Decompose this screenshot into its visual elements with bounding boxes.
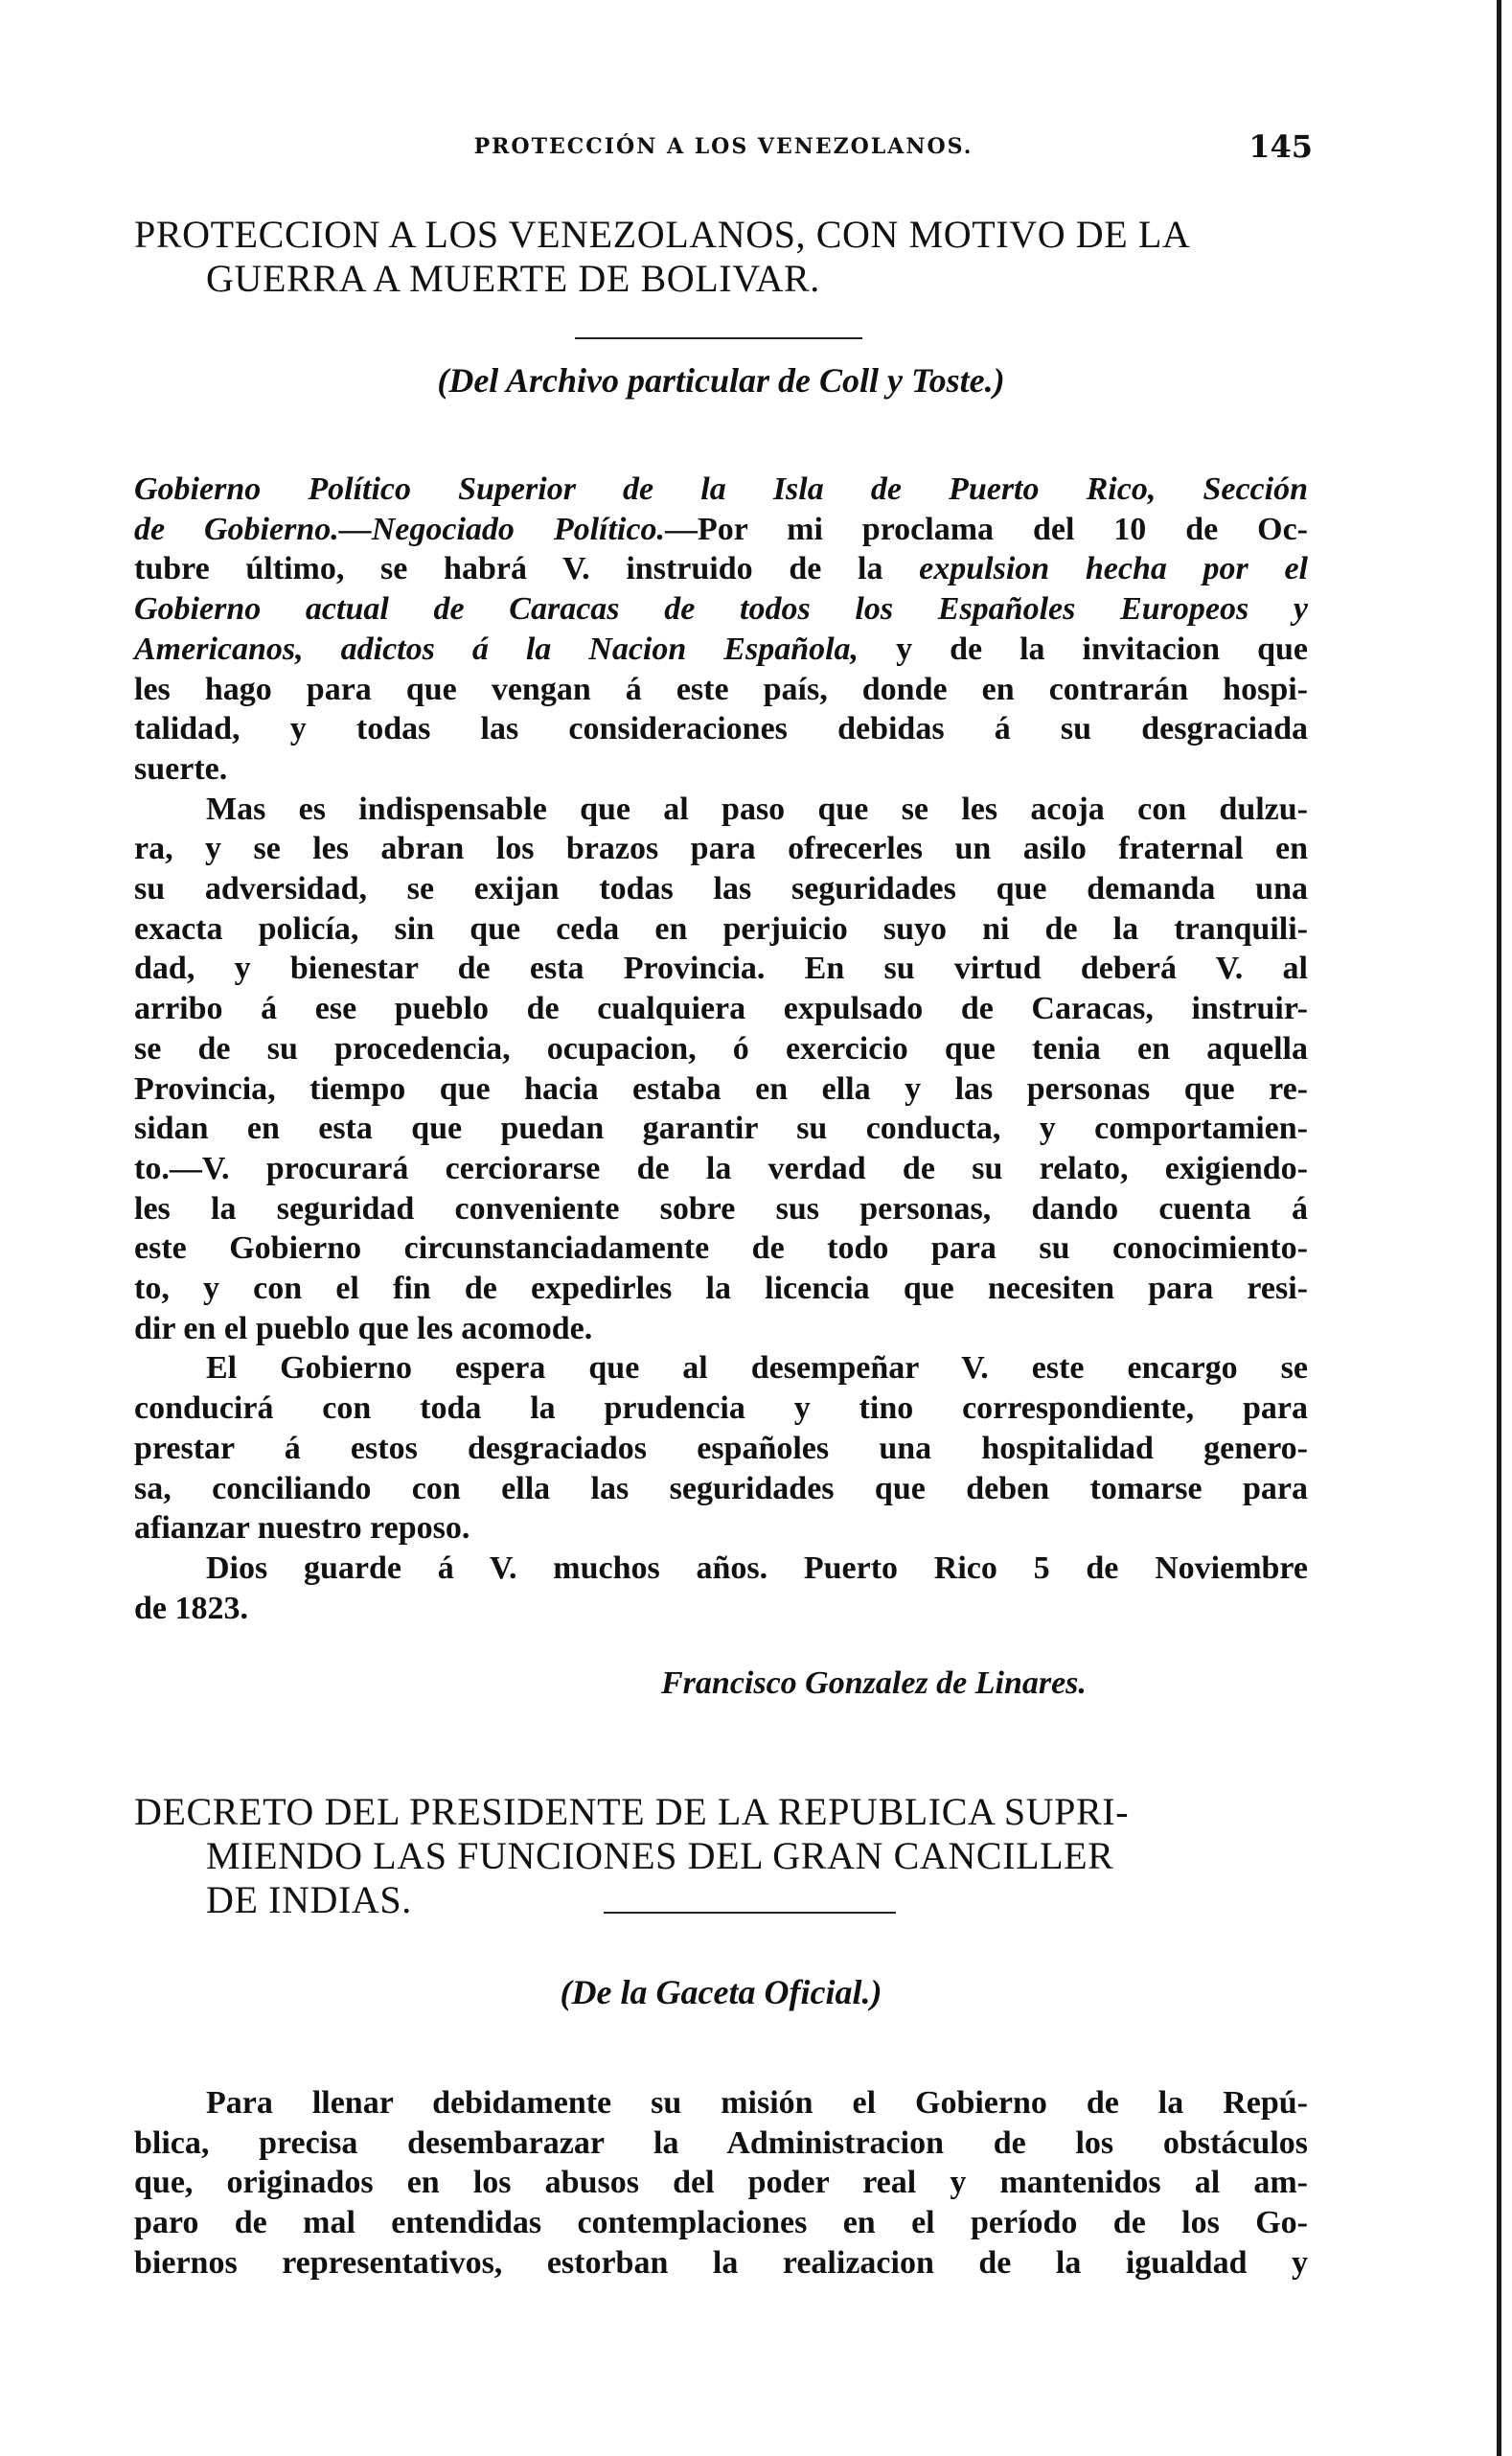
body-line-italic: expulsion hecha por el bbox=[919, 551, 1308, 587]
body-line: su adversidad, se exijan todas las seguridades que demanda una bbox=[134, 871, 1308, 907]
running-head: PROTECCIÓN A LOS VENEZOLANOS. bbox=[473, 134, 974, 159]
signature: Francisco Gonzalez de Linares. bbox=[661, 1665, 1087, 1701]
body-line-text: —Por mi proclama del 10 de Oc- bbox=[664, 511, 1308, 547]
body-line: que, originados en los abusos del poder real y mantenidos al am- bbox=[134, 2165, 1308, 2201]
body-line: Mas es indispensable que al paso que se les acoja con dulzu- bbox=[206, 791, 1308, 827]
body-line-text: y de la invitacion que bbox=[859, 631, 1308, 667]
body-line bbox=[134, 470, 1308, 510]
body-line: afianzar nuestro reposo. bbox=[134, 1510, 470, 1547]
body-line-italic: de Gobierno.—Negociado Político. bbox=[134, 511, 665, 547]
body-line: dad, y bienestar de esta Provincia. En su virtud deberá V. al bbox=[134, 951, 1308, 987]
body-line: les la seguridad conveniente sobre sus personas, dando cuenta á bbox=[134, 1190, 1308, 1227]
page-header bbox=[134, 128, 1313, 172]
body-line: de 1823. bbox=[134, 1590, 248, 1626]
body-line: sidan en esta que puedan garantir su conducta, y comportamien- bbox=[134, 1111, 1308, 1147]
body-line: este Gobierno circunstanciadamente de todo para su conocimiento- bbox=[134, 1230, 1308, 1267]
body-line-italic: Gobierno actual de Caracas de todos los Españoles Europeos y bbox=[134, 591, 1308, 628]
article-1-title-line: GUERRA A MUERTE DE BOLIVAR. bbox=[206, 257, 820, 300]
body-line bbox=[134, 510, 1308, 550]
article-2-title-line: DECRETO DEL PRESIDENTE DE LA REPUBLICA SUPRI- bbox=[134, 1790, 1130, 1833]
section-divider bbox=[575, 337, 862, 339]
body-line-italic: Gobierno Político Superior de la Isla de Puerto Rico, Sección bbox=[134, 471, 1308, 507]
body-line: ra, y se les abran los brazos para ofrecerles un asilo fraternal en bbox=[134, 831, 1308, 867]
body-line bbox=[134, 589, 1308, 630]
body-line-text: tubre último, se habrá V. instruido de la bbox=[134, 551, 920, 587]
body-line: conducirá con toda la prudencia y tino correspondiente, para bbox=[134, 1390, 1308, 1427]
article-1-body bbox=[134, 470, 1308, 1628]
body-line-italic: Americanos, adictos á la Nacion Española, bbox=[134, 631, 859, 667]
article-1-title bbox=[134, 213, 1308, 301]
article-2-title-line: DE INDIAS. bbox=[206, 1878, 412, 1921]
body-line bbox=[134, 549, 1308, 589]
body-line: exacta policía, sin que ceda en perjuicio suyo ni de la tranquili- bbox=[134, 910, 1308, 947]
body-line bbox=[134, 630, 1308, 670]
body-line: to, y con el fin de expedirles la licencia que necesiten para resi- bbox=[134, 1271, 1308, 1307]
body-line: Dios guarde á V. muchos años. Puerto Rico 5 de Noviembre bbox=[206, 1549, 1308, 1586]
body-line: talidad, y todas las consideraciones debidas á su desgraciada bbox=[134, 711, 1308, 747]
body-line: to.—V. procurará cerciorarse de la verdad de su relato, exigiendo- bbox=[134, 1150, 1308, 1186]
body-line: se de su procedencia, ocupacion, ó exercicio que tenia en aquella bbox=[134, 1030, 1308, 1067]
body-line: prestar á estos desgraciados españoles una hospitalidad genero- bbox=[134, 1430, 1308, 1466]
section-divider bbox=[604, 1912, 896, 1914]
body-line: Para llenar debidamente su misión el Gobierno de la Repú- bbox=[206, 2085, 1308, 2121]
article-1-source: (Del Archivo particular de Coll y Toste.) bbox=[437, 361, 1005, 400]
body-line: arribo á ese pueblo de cualquiera expulsado de Caracas, instruir- bbox=[134, 991, 1308, 1027]
article-2-source: (De la Gaceta Oficial.) bbox=[560, 1973, 882, 2011]
scan-edge-rule bbox=[1497, 0, 1501, 2456]
article-1-title-line: PROTECCION A LOS VENEZOLANOS, CON MOTIVO DE LA bbox=[134, 213, 1191, 256]
body-line: paro de mal entendidas contemplaciones en el período de los Go- bbox=[134, 2205, 1308, 2241]
body-line: El Gobierno espera que al desempeñar V. este encargo se bbox=[206, 1350, 1308, 1387]
article-2-title-line: MIENDO LAS FUNCIONES DEL GRAN CANCILLER bbox=[206, 1834, 1114, 1877]
body-line: blica, precisa desembarazar la Administracion de los obstáculos bbox=[134, 2124, 1308, 2161]
body-line: Provincia, tiempo que hacia estaba en ella y las personas que re- bbox=[134, 1070, 1308, 1107]
body-line: biernos representativos, estorban la realizacion de la igualdad y bbox=[134, 2244, 1308, 2281]
body-line: suerte. bbox=[134, 750, 228, 787]
article-2-body bbox=[134, 2083, 1308, 2284]
body-line: dir en el pueblo que les acomode. bbox=[134, 1310, 593, 1346]
page-number: 145 bbox=[1249, 128, 1313, 165]
body-line: sa, conciliando con ella las seguridades que deben tomarse para bbox=[134, 1470, 1308, 1506]
article-2-title bbox=[134, 1790, 1308, 1922]
body-line: les hago para que vengan á este país, donde en contrarán hospi- bbox=[134, 671, 1308, 707]
